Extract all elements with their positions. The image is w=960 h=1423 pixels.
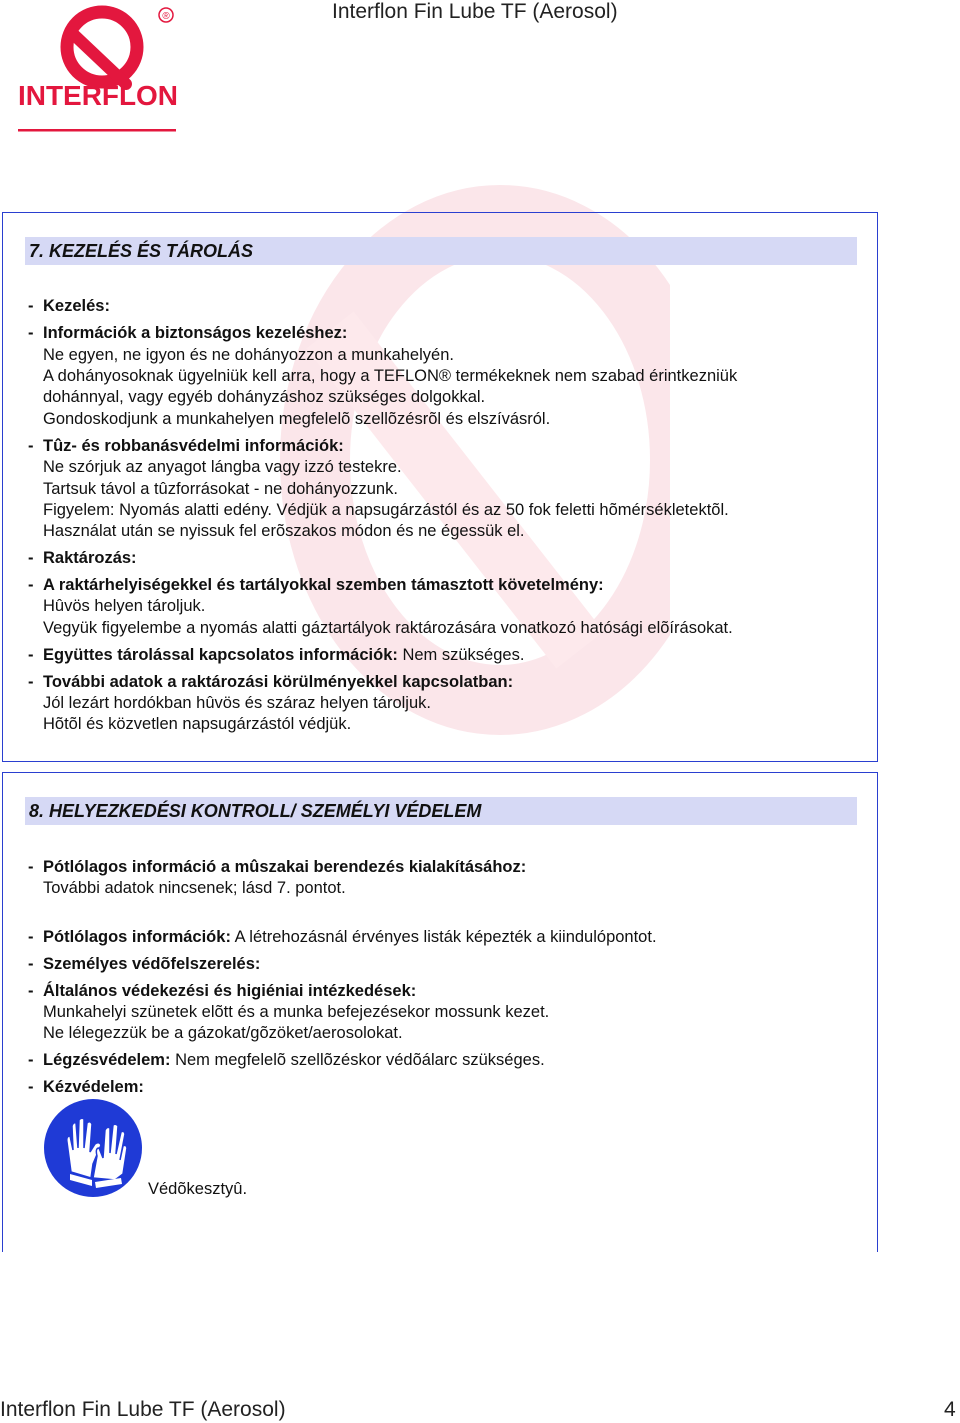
- text-line: Vegyük figyelembe a nyomás alatti gáztartályok raktározására vonatkozó hatósági elõírásokat.: [43, 619, 733, 637]
- additional-info-line: - Pótlólagos információk: A létrehozásnál érvényes listák képezték a kiindulópontot.: [28, 928, 657, 946]
- text-line: Gondoskodjunk a munkahelyen megfelelõ szellõzésrõl és elszívásról.: [43, 410, 551, 428]
- text-line: Ne egyen, ne igyon és ne dohányozzon a munkahelyén.: [43, 346, 454, 364]
- text-line: dohánnyal, vagy egyéb dohányzáshoz szükséges dolgokkal.: [43, 388, 486, 406]
- logo-wordmark: INTERFLON: [18, 80, 178, 111]
- text-line: Munkahelyi szünetek elõtt és a munka befejezésekor mossunk kezet.: [43, 1003, 550, 1021]
- text-line: Ne szórjuk az anyagot lángba vagy izzó testekre.: [43, 458, 402, 476]
- section-7-heading: 7. KEZELÉS ÉS TÁROLÁS: [25, 237, 857, 265]
- section-8-heading: 8. HELYEZKEDÉSI KONTROLL/ SZEMÉLYI VÉDELEM: [25, 797, 857, 825]
- document-header-title: Interflon Fin Lube TF (Aerosol): [332, 0, 618, 23]
- text-line: Használat után se nyissuk fel erõszakos módon és ne égessük el.: [43, 522, 525, 540]
- interflon-logo: [16, 2, 186, 137]
- further-storage-label: - További adatok a raktározási körülményekkel kapcsolatban:: [28, 673, 514, 691]
- fire-protection-label: - Tûz- és robbanásvédelmi információk:: [28, 437, 344, 455]
- gloves-label: Védõkesztyû.: [148, 1180, 248, 1198]
- registered-mark: ®: [162, 11, 170, 22]
- text-line: Ne lélegezzük be a gázokat/gõzöket/aerosolokat.: [43, 1024, 403, 1042]
- gloves-icon: [43, 1098, 143, 1198]
- text-line: A dohányosoknak ügyelniük kell arra, hogy a TEFLON® termékeknek nem szabad érintkezniük: [43, 367, 738, 385]
- safe-handling-label: - Információk a biztonságos kezeléshez:: [28, 324, 348, 342]
- hygiene-label: - Általános védekezési és higiéniai intézkedések:: [28, 982, 417, 1000]
- page-number: 4: [944, 1398, 956, 1421]
- text-line: Tartsuk távol a tûzforrásokat - ne dohányozzunk.: [43, 480, 398, 498]
- storage-requirements-label: - A raktárhelyiségekkel és tartályokkal szemben támasztott követelmény:: [28, 576, 604, 594]
- storage-label: - Raktározás:: [28, 549, 137, 567]
- joint-storage-line: - Együttes tárolással kapcsolatos információk: Nem szükséges.: [28, 646, 525, 664]
- respiratory-line: - Légzésvédelem: Nem megfelelõ szellõzéskor védõálarc szükséges.: [28, 1051, 545, 1069]
- handling-label: - Kezelés:: [28, 297, 110, 315]
- text-line: További adatok nincsenek; lásd 7. pontot.: [43, 879, 346, 897]
- hand-protection-label: - Kézvédelem:: [28, 1078, 144, 1096]
- document-footer-title: Interflon Fin Lube TF (Aerosol): [0, 1398, 286, 1421]
- technical-info-label: - Pótlólagos információ a mûszakai berendezés kialakításához:: [28, 858, 527, 876]
- ppe-label: - Személyes védõfelszerelés:: [28, 955, 261, 973]
- text-line: Hõtõl és közvetlen napsugárzástól védjük.: [43, 715, 352, 733]
- text-line: Jól lezárt hordókban hûvös és száraz helyen tároljuk.: [43, 694, 431, 712]
- text-line: Hûvös helyen tároljuk.: [43, 597, 206, 615]
- text-line: Figyelem: Nyomás alatti edény. Védjük a napsugárzástól és az 50 fok feletti hõmérsékletektõl.: [43, 501, 729, 519]
